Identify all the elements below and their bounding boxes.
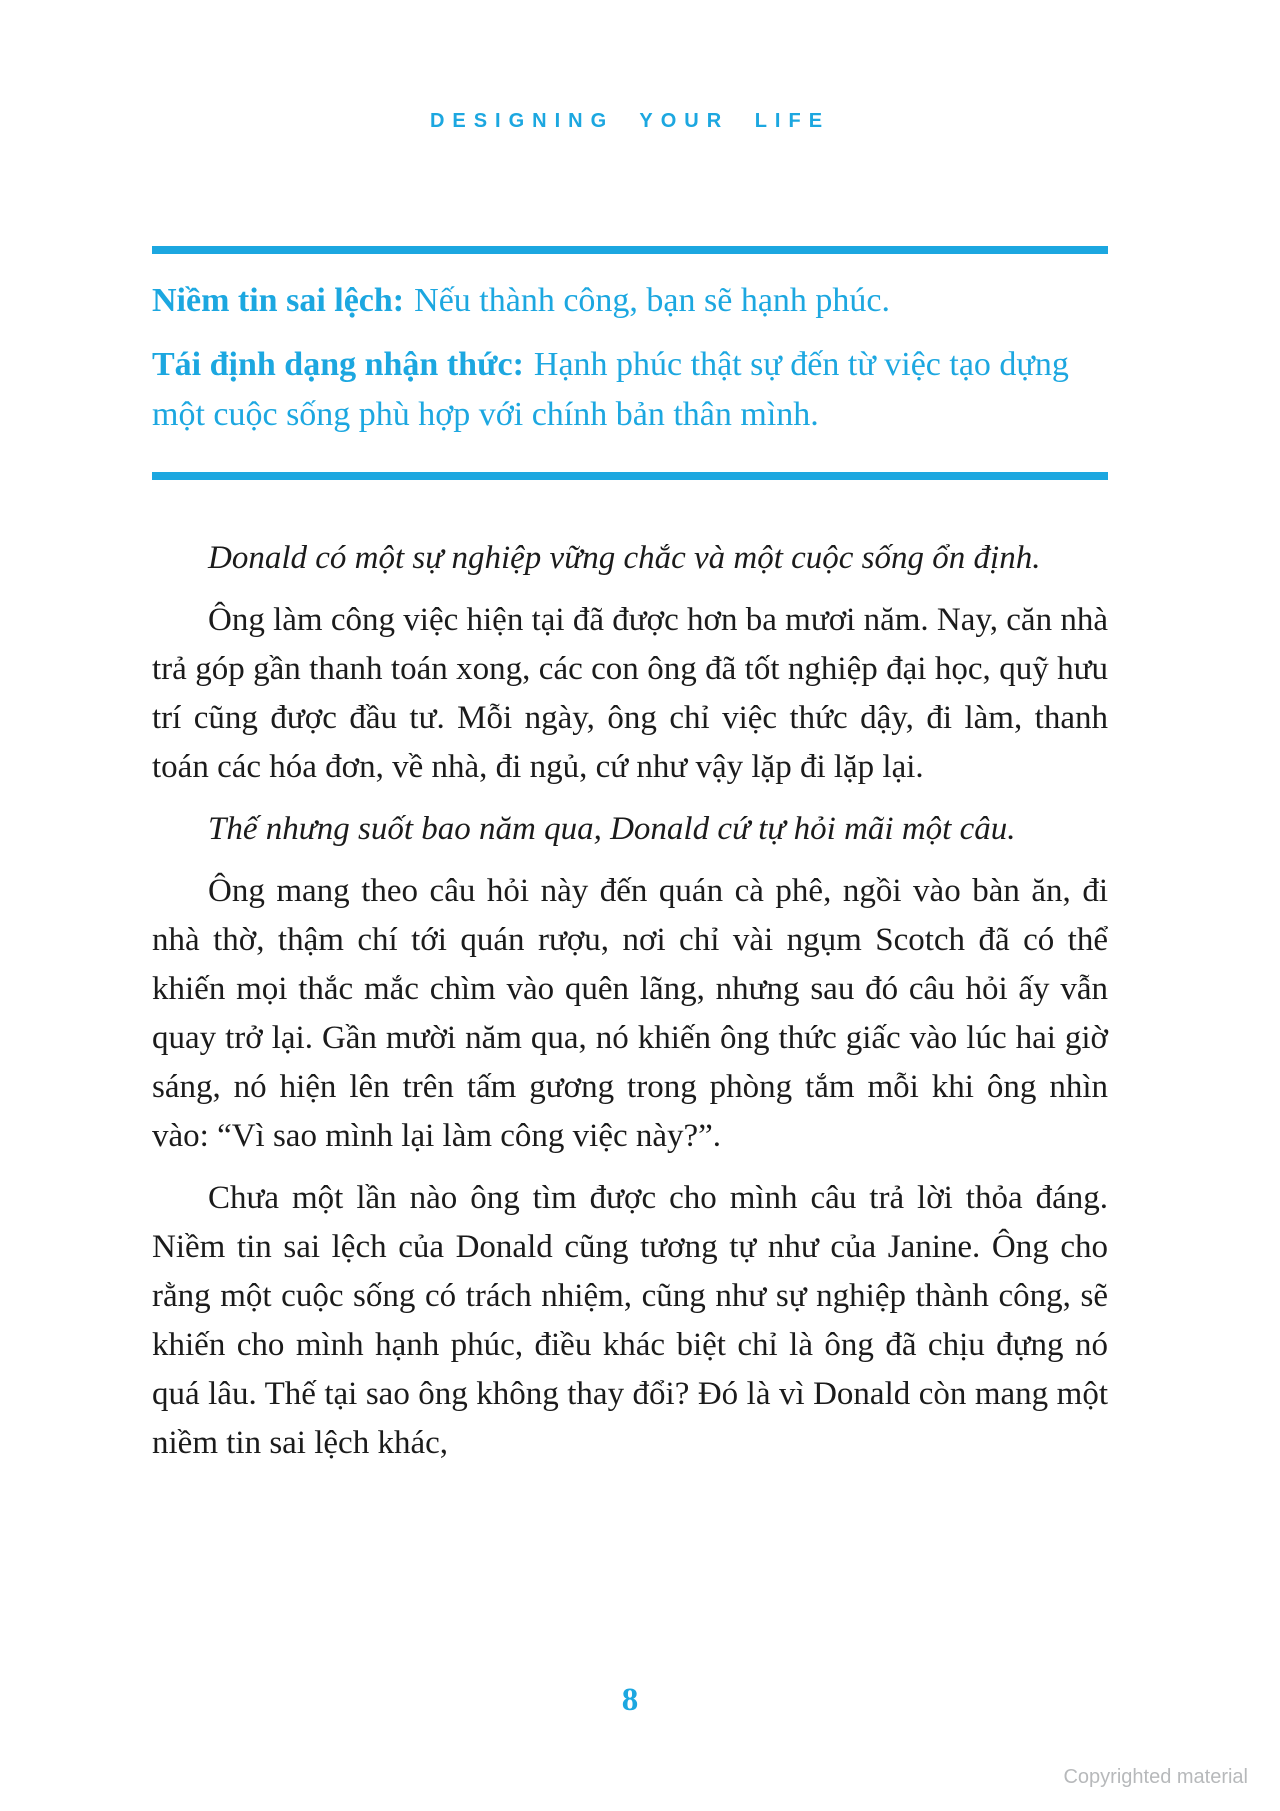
body-text <box>152 534 1108 1468</box>
callout-line-reframe <box>152 340 1108 440</box>
callout-text: Nếu thành công, bạn sẽ hạnh phúc. <box>414 282 891 319</box>
belief-callout <box>152 254 1108 440</box>
callout-line-dysfunctional-belief <box>152 276 1108 326</box>
paragraph: Ông mang theo câu hỏi này đến quán cà phê, ngồi vào bàn ăn, đi nhà thờ, thậm chí tới quán rượu, nơi chỉ vài ngụm Scotch đã có thể khiến mọi thắc mắc chìm vào quên lãng, nhưng sau đó câu hỏi ấy vẫn quay trở lại. Gần mười năm qua, nó khiến ông thức giấc vào lúc hai giờ sáng, nó hiện lên trên tấm gương trong phòng tắm mỗi khi ông nhìn vào: “Vì sao mình lại làm công việc này?”. <box>152 873 1108 1154</box>
copyright-watermark: Copyrighted material <box>1063 1766 1248 1788</box>
text-column <box>152 246 1108 1481</box>
callout-text: Hạnh phúc thật sự đến từ việc tạo dựng một cuộc sống phù hợp với chính bản thân mình. <box>152 346 1069 433</box>
callout-label: Tái định dạng nhận thức: <box>152 346 524 383</box>
divider-bottom-rule <box>152 472 1108 480</box>
paragraph: Ông làm công việc hiện tại đã được hơn ba mươi năm. Nay, căn nhà trả góp gần thanh toán xong, các con ông đã tốt nghiệp đại học, quỹ hưu trí cũng được đầu tư. Mỗi ngày, ông chỉ việc thức dậy, đi làm, thanh toán các hóa đơn, về nhà, đi ngủ, cứ như vậy lặp đi lặp lại. <box>152 602 1108 785</box>
callout-label: Niềm tin sai lệch: <box>152 282 405 319</box>
page-number: 8 <box>621 1682 639 1718</box>
italic-lead-line: Donald có một sự nghiệp vững chắc và một cuộc sống ổn định. <box>208 540 1041 576</box>
running-header: DESIGNING YOUR LIFE <box>429 110 831 132</box>
paragraph: Chưa một lần nào ông tìm được cho mình câu trả lời thỏa đáng. Niềm tin sai lệch của Donald cũng tương tự như của Janine. Ông cho rằng một cuộc sống có trách nhiệm, cũng như sự nghiệp thành công, sẽ khiến cho mình hạnh phúc, điều khác biệt chỉ là ông đã chịu đựng nó quá lâu. Thế tại sao ông không thay đổi? Đó là vì Donald còn mang một niềm tin sai lệch khác, <box>152 1180 1108 1461</box>
divider-top-rule <box>152 246 1108 254</box>
italic-lead-line: Thế nhưng suốt bao năm qua, Donald cứ tự hỏi mãi một câu. <box>208 811 1016 847</box>
